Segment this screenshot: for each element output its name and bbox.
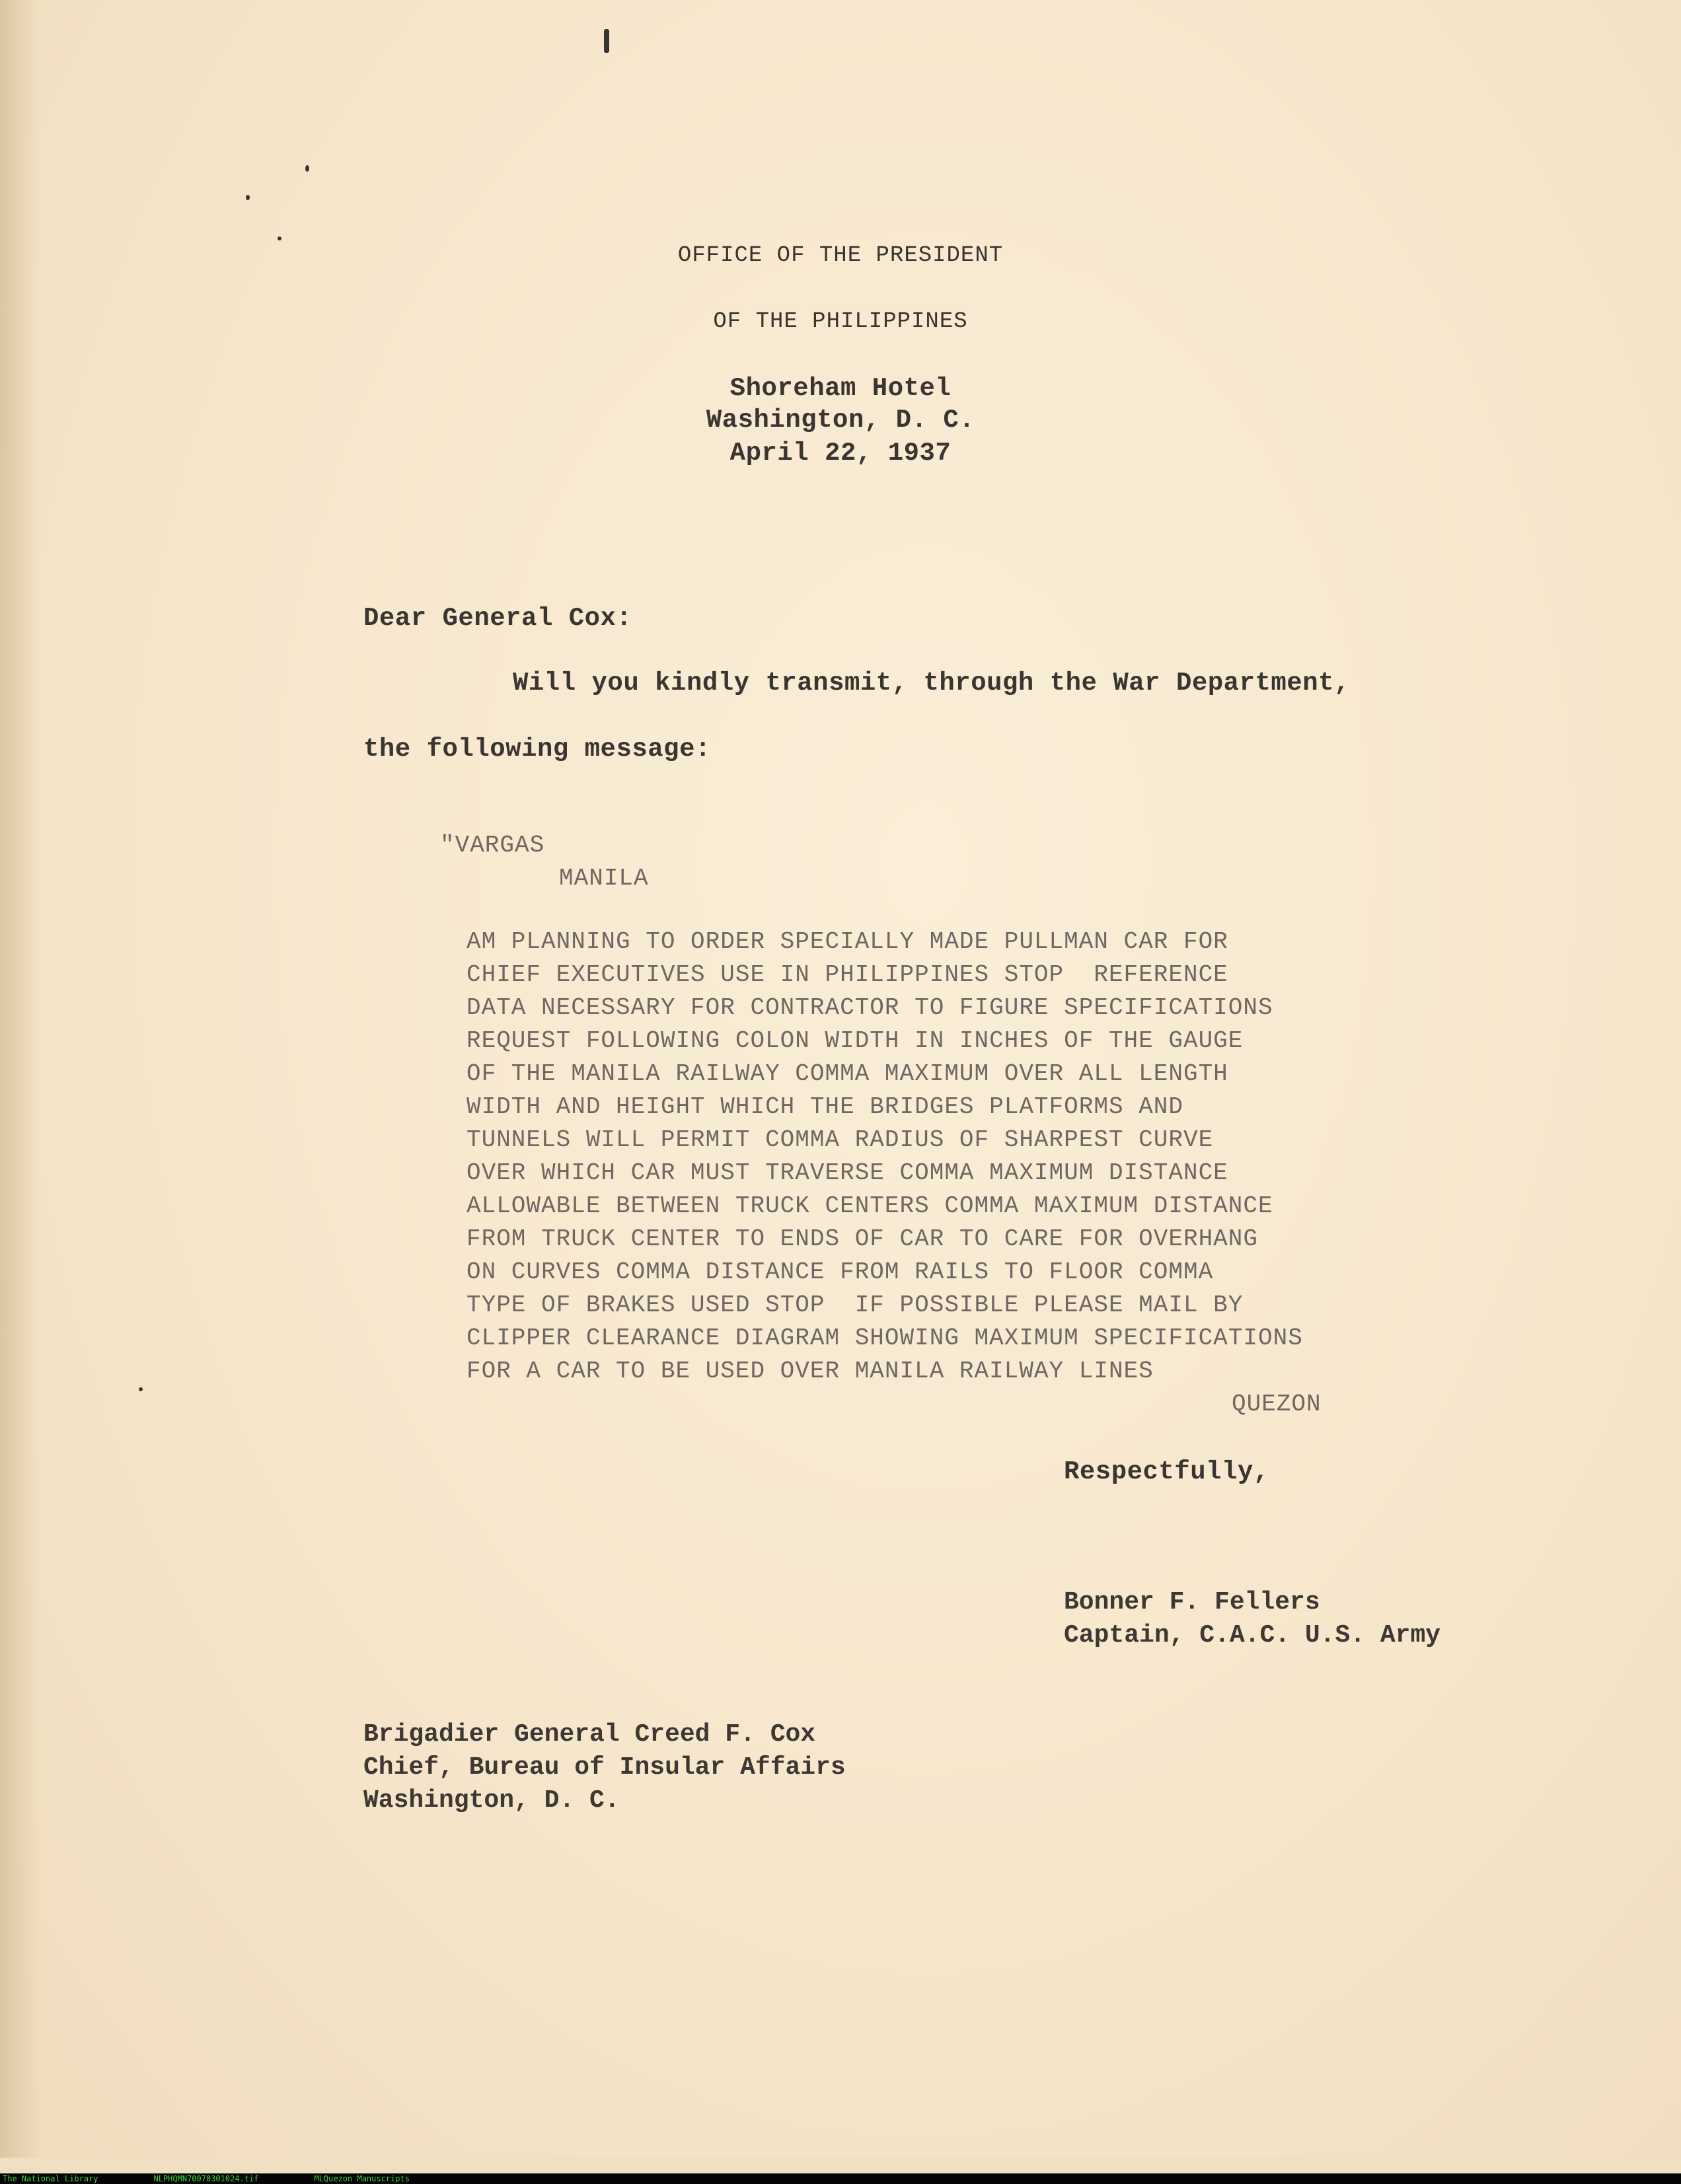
- salutation: Dear General Cox:: [363, 604, 632, 633]
- telegram-line: TUNNELS WILL PERMIT COMMA RADIUS OF SHARPEST CURVE: [467, 1126, 1214, 1153]
- footer-collection: MLQuezon Manuscripts: [314, 2174, 410, 2183]
- ink-mark: [604, 29, 609, 53]
- ink-mark: [139, 1387, 143, 1391]
- telegram-line: FOR A CAR TO BE USED OVER MANILA RAILWAY LINES: [467, 1358, 1154, 1385]
- telegram-line: ON CURVES COMMA DISTANCE FROM RAILS TO FLOOR COMMA: [467, 1258, 1214, 1286]
- archive-footer-bar: [0, 2173, 1681, 2184]
- recipient-title: Chief, Bureau of Insular Affairs: [363, 1753, 846, 1782]
- telegram-line: DATA NECESSARY FOR CONTRACTOR TO FIGURE SPECIFICATIONS: [467, 994, 1273, 1021]
- letter-date: April 22, 1937: [729, 439, 952, 468]
- telegram-line: WIDTH AND HEIGHT WHICH THE BRIDGES PLATFORMS AND: [467, 1093, 1183, 1120]
- intro-line-2: the following message:: [363, 735, 711, 764]
- telegram-line: FROM TRUCK CENTER TO ENDS OF CAR TO CARE FOR OVERHANG: [467, 1225, 1258, 1253]
- signer-title: Captain, C.A.C. U.S. Army: [1064, 1621, 1441, 1650]
- telegram-line: TYPE OF BRAKES USED STOP IF POSSIBLE PLEASE MAIL BY: [467, 1292, 1244, 1319]
- ink-mark: [278, 237, 281, 240]
- letterhead-line-1: OFFICE OF THE PRESIDENT: [677, 243, 1004, 268]
- telegram-line: OF THE MANILA RAILWAY COMMA MAXIMUM OVER ALL LENGTH: [467, 1060, 1228, 1087]
- footer-file: NLPHQMN70070301024.tif: [153, 2174, 259, 2183]
- recipient-city: Washington, D. C.: [363, 1786, 620, 1815]
- intro-line-1: Will you kindly transmit, through the War Department,: [513, 669, 1350, 698]
- closing: Respectfully,: [1064, 1457, 1269, 1486]
- telegram-line: OVER WHICH CAR MUST TRAVERSE COMMA MAXIMUM DISTANCE: [467, 1159, 1228, 1186]
- letterhead-city: Washington, D. C.: [706, 406, 975, 435]
- footer-library: The National Library: [3, 2174, 98, 2183]
- telegram-line: CLIPPER CLEARANCE DIAGRAM SHOWING MAXIMUM SPECIFICATIONS: [467, 1325, 1303, 1352]
- letterhead-line-2: OF THE PHILIPPINES: [713, 309, 968, 334]
- letterhead-place: Shoreham Hotel: [729, 374, 952, 403]
- telegram-city: MANILA: [559, 865, 649, 892]
- recipient-name: Brigadier General Creed F. Cox: [363, 1720, 816, 1749]
- telegram-addressee: "VARGAS: [440, 832, 545, 859]
- telegram-line: REQUEST FOLLOWING COLON WIDTH IN INCHES OF THE GAUGE: [467, 1027, 1244, 1054]
- telegram-line: ALLOWABLE BETWEEN TRUCK CENTERS COMMA MAXIMUM DISTANCE: [467, 1192, 1273, 1219]
- telegram-line: CHIEF EXECUTIVES USE IN PHILIPPINES STOP REFERENCE: [467, 961, 1228, 988]
- ink-mark: [305, 165, 309, 172]
- ink-mark: [246, 195, 250, 200]
- signer-name: Bonner F. Fellers: [1064, 1588, 1320, 1617]
- telegram-line: AM PLANNING TO ORDER SPECIALLY MADE PULLMAN CAR FOR: [467, 928, 1228, 955]
- telegram-signoff: QUEZON: [1232, 1391, 1322, 1418]
